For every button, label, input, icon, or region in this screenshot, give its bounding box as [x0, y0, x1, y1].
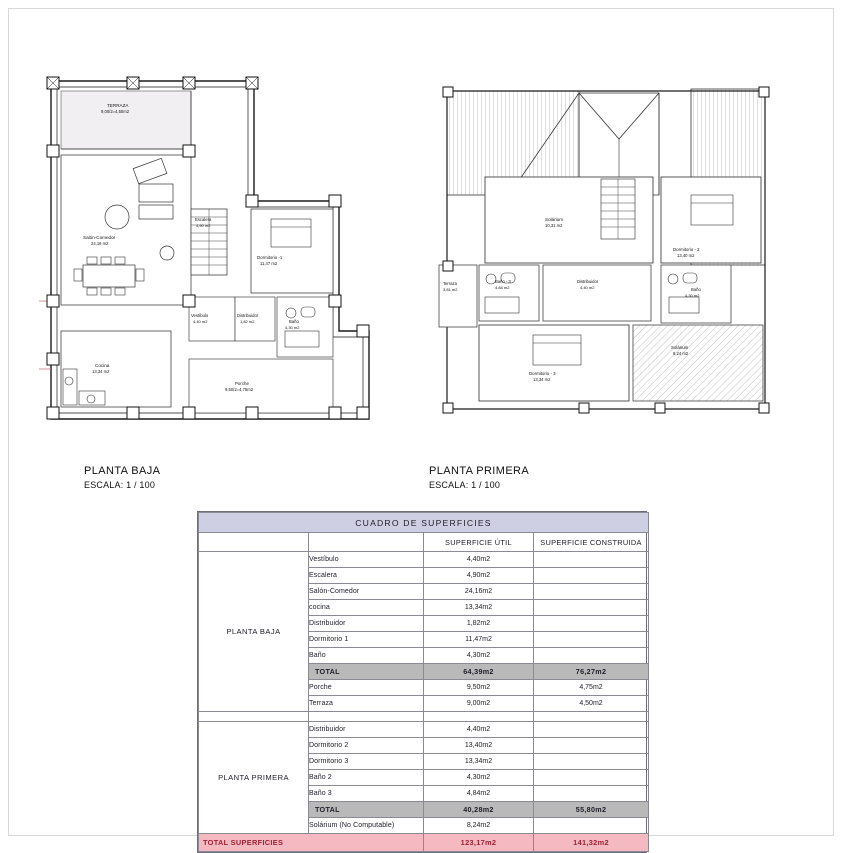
svg-text:13,40 m2: 13,40 m2: [677, 253, 695, 258]
room-construida: [534, 722, 649, 738]
svg-text:Baño: Baño: [691, 287, 701, 292]
header-room: [309, 533, 424, 552]
table-row-grand-total: [199, 834, 649, 852]
caption-planta-primera: [429, 464, 529, 492]
grand-total-util: 123,17m2: [424, 834, 534, 852]
room-construida: [534, 754, 649, 770]
room-construida: [534, 770, 649, 786]
room-name: Porche: [309, 680, 424, 696]
room-util: 8,24m2: [424, 818, 534, 834]
caption-planta-primera-title: PLANTA PRIMERA: [429, 465, 530, 477]
caption-planta-baja-title: PLANTA BAJA: [84, 465, 161, 477]
room-util: 9,00m2: [424, 696, 534, 712]
room-util: 1,82m2: [424, 616, 534, 632]
total-util: 64,39m2: [424, 664, 534, 680]
room-construida: [534, 648, 649, 664]
total-util: 40,28m2: [424, 802, 534, 818]
svg-text:8,24 m2: 8,24 m2: [673, 351, 689, 356]
svg-text:9,50/2=4,75m2: 9,50/2=4,75m2: [225, 387, 254, 392]
room-util: 4,40m2: [424, 722, 534, 738]
room-util: 13,34m2: [424, 754, 534, 770]
room-construida: [534, 616, 649, 632]
room-construida: [534, 584, 649, 600]
svg-text:13,34 m2: 13,34 m2: [92, 369, 110, 374]
caption-planta-baja-scale: ESCALA: 1 / 100: [84, 480, 156, 490]
svg-text:TERRAZA: TERRAZA: [107, 103, 129, 108]
room-name: Distribuidor: [309, 616, 424, 632]
room-name: Baño: [309, 648, 424, 664]
surfaces-table-title: CUADRO DE SUPERFICIES: [199, 513, 649, 533]
svg-text:Solárium: Solárium: [671, 345, 689, 350]
grand-total-construida: 141,32m2: [534, 834, 649, 852]
spacer-cell-1: [199, 712, 309, 722]
room-construida: [534, 786, 649, 802]
room-construida: [534, 600, 649, 616]
room-construida: 4,75m2: [534, 680, 649, 696]
svg-text:4,84 m2: 4,84 m2: [495, 285, 510, 290]
svg-text:Escalera: Escalera: [195, 217, 212, 222]
spacer-cell-2: [309, 712, 424, 722]
room-util: 4,30m2: [424, 648, 534, 664]
svg-text:Vestíbulo: Vestíbulo: [191, 313, 209, 318]
table-row: [199, 722, 649, 738]
header-superficie-construida: SUPERFICIE CONSTRUIDA: [534, 533, 649, 552]
room-util: 13,40m2: [424, 738, 534, 754]
svg-text:Dormitorio - 2: Dormitorio - 2: [673, 247, 700, 252]
room-name: Dormitorio 3: [309, 754, 424, 770]
svg-text:Distribuidor: Distribuidor: [237, 313, 259, 318]
svg-text:4,90 m2: 4,90 m2: [196, 223, 211, 228]
room-util: 4,40m2: [424, 552, 534, 568]
svg-text:9,00/2=4,50m2: 9,00/2=4,50m2: [101, 109, 130, 114]
room-name: cocina: [309, 600, 424, 616]
svg-text:4,40 m2: 4,40 m2: [580, 285, 595, 290]
planta-primera-drawing: [429, 69, 789, 439]
surfaces-table: [197, 511, 647, 853]
floor-label-planta-baja: PLANTA BAJA: [199, 552, 309, 712]
room-construida: 4,50m2: [534, 696, 649, 712]
grand-total-label: TOTAL SUPERFICIES: [199, 834, 424, 852]
total-construida: 55,80m2: [534, 802, 649, 818]
svg-text:4,30 m2: 4,30 m2: [285, 325, 300, 330]
total-label: TOTAL: [309, 664, 424, 680]
svg-text:13,34 m2: 13,34 m2: [533, 377, 551, 382]
svg-text:1,82 m2: 1,82 m2: [240, 319, 255, 324]
table-row: [199, 552, 649, 568]
svg-text:Distribuidor: Distribuidor: [577, 279, 599, 284]
room-name: Terraza: [309, 696, 424, 712]
room-construida: [534, 738, 649, 754]
header-superficie-util: SUPERFICIE ÚTIL: [424, 533, 534, 552]
svg-text:Dormitorio - 3: Dormitorio - 3: [529, 371, 556, 376]
floor-label-planta-primera: PLANTA PRIMERA: [199, 722, 309, 834]
room-name: Baño 2: [309, 770, 424, 786]
header-floor: [199, 533, 309, 552]
svg-text:Terraza: Terraza: [443, 281, 457, 286]
spacer-cell-4: [534, 712, 649, 722]
room-construida: [534, 818, 649, 834]
svg-text:Porche: Porche: [235, 381, 249, 386]
room-name: Dormitorio 1: [309, 632, 424, 648]
total-label: TOTAL: [309, 802, 424, 818]
caption-planta-baja: [84, 464, 160, 492]
svg-text:Solárium: Solárium: [545, 217, 564, 222]
room-construida: [534, 632, 649, 648]
floor-plan-planta-primera: [429, 69, 789, 439]
svg-text:24,16 m2: 24,16 m2: [91, 241, 109, 246]
room-construida: [534, 552, 649, 568]
room-name: Dormitorio 2: [309, 738, 424, 754]
room-name: Distribuidor: [309, 722, 424, 738]
room-name: Vestíbulo: [309, 552, 424, 568]
room-construida: [534, 568, 649, 584]
room-name: Solárium (No Computable): [309, 818, 424, 834]
floor-plan-planta-baja: [39, 69, 399, 439]
room-util: 13,34m2: [424, 600, 534, 616]
room-util: 9,50m2: [424, 680, 534, 696]
svg-text:Dormitorio -1: Dormitorio -1: [257, 255, 283, 260]
svg-text:Baño - 3: Baño - 3: [495, 279, 511, 284]
svg-text:10,31 m2: 10,31 m2: [545, 223, 563, 228]
room-util: 11,47m2: [424, 632, 534, 648]
spacer-cell-3: [424, 712, 534, 722]
table-row-spacer: [199, 712, 649, 722]
room-util: 4,90m2: [424, 568, 534, 584]
svg-text:11,47 m2: 11,47 m2: [260, 261, 278, 266]
planta-baja-drawing: [39, 69, 399, 439]
svg-text:Cocina: Cocina: [95, 363, 110, 368]
room-util: 24,16m2: [424, 584, 534, 600]
room-name: Escalera: [309, 568, 424, 584]
floor-plans-area: [9, 9, 835, 489]
room-util: 4,30m2: [424, 770, 534, 786]
svg-text:4,40 m2: 4,40 m2: [193, 319, 208, 324]
svg-text:Baño: Baño: [289, 319, 299, 324]
room-name: Baño 3: [309, 786, 424, 802]
room-util: 4,84m2: [424, 786, 534, 802]
svg-text:Salón-Comedor: Salón-Comedor: [83, 235, 116, 240]
caption-planta-primera-scale: ESCALA: 1 / 100: [429, 480, 501, 490]
svg-text:4,30 m2: 4,30 m2: [685, 293, 700, 298]
svg-text:3,81 m2: 3,81 m2: [443, 287, 458, 292]
drawing-sheet: [8, 8, 834, 847]
total-construida: 76,27m2: [534, 664, 649, 680]
room-name: Salón-Comedor: [309, 584, 424, 600]
